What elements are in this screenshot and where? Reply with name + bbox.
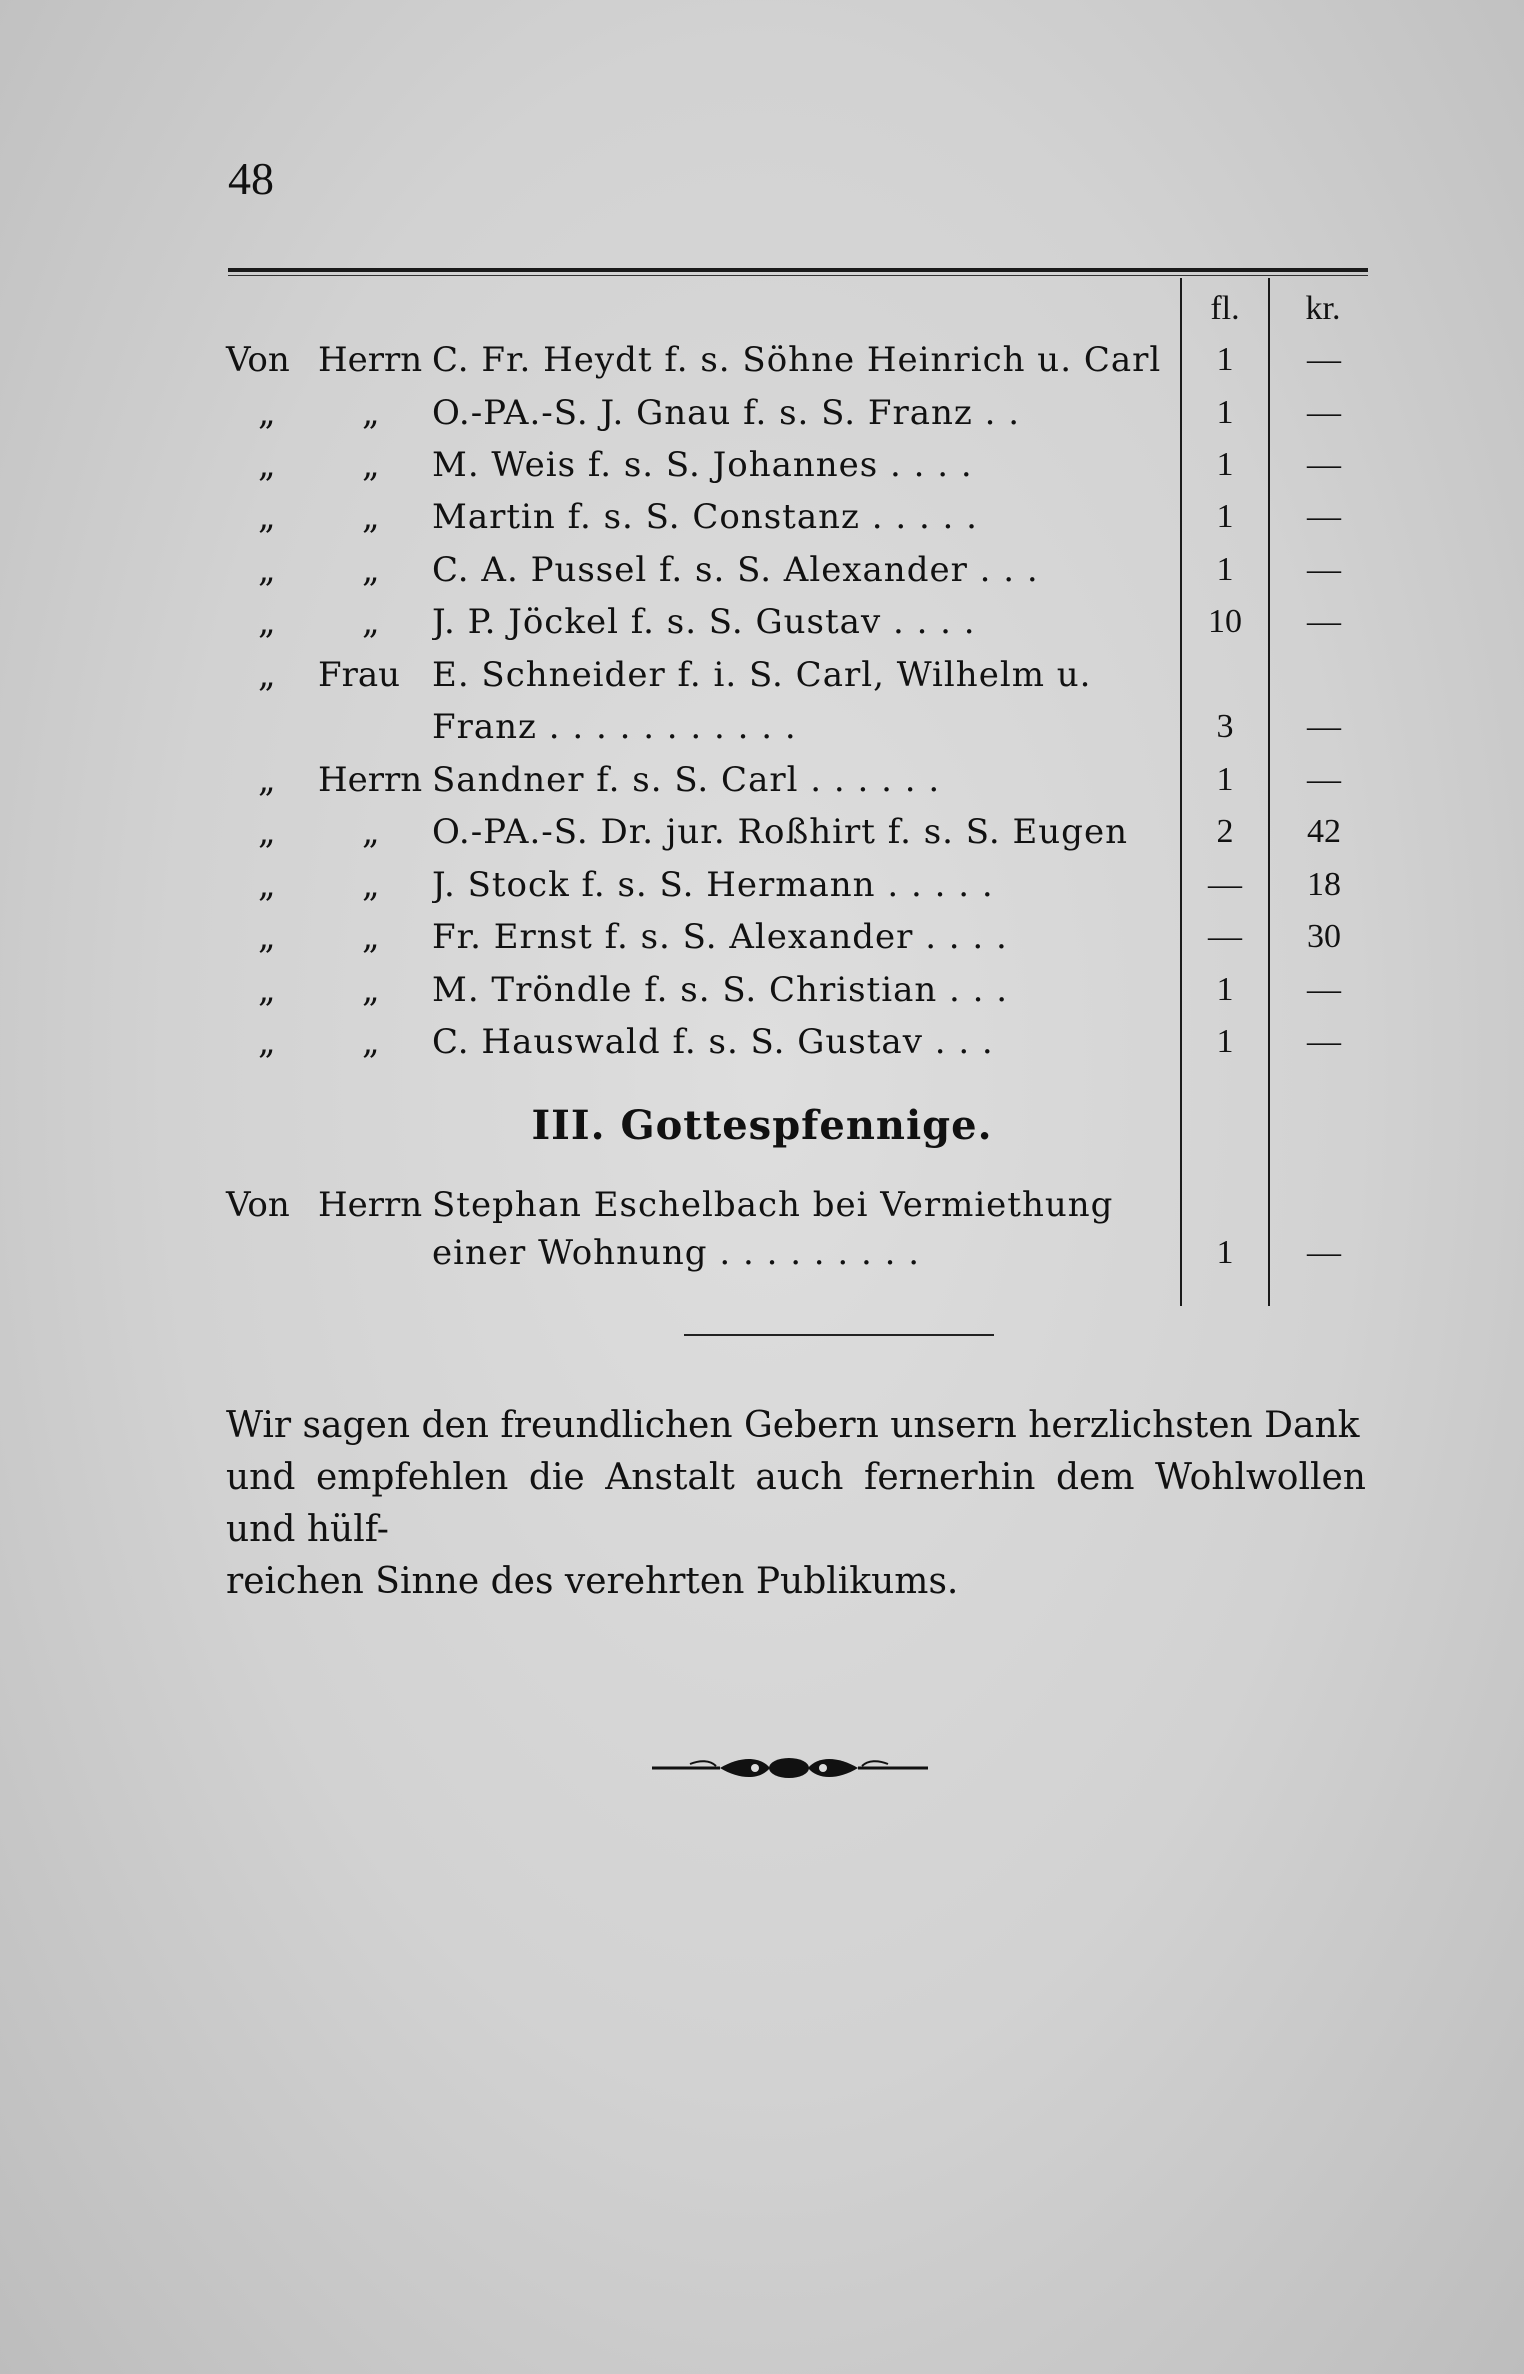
row-fl: — [1208,918,1242,955]
row-title: Herrn [318,340,423,380]
row-prefix: „ [258,970,276,1010]
row-prefix: „ [258,550,276,590]
row-text: J. Stock f. s. S. Hermann . . . . . [432,865,994,905]
row-kr: — [1307,708,1341,745]
row-text: Franz . . . . . . . . . . . [432,707,797,747]
table-row [0,1228,1524,1278]
row-kr: — [1307,498,1341,535]
row-title: „ [362,497,380,537]
ornament-icon [650,1750,930,1786]
table-row [0,1017,1524,1067]
row-kr: — [1307,394,1341,431]
table-row [0,335,1524,385]
row-fl: 1 [1216,761,1234,798]
row-title: „ [362,970,380,1010]
table-row [0,965,1524,1015]
row-text: M. Weis f. s. S. Johannes . . . . [432,445,973,485]
row-kr: — [1307,1023,1341,1060]
row-kr: — [1307,341,1341,378]
row-fl: — [1208,866,1242,903]
table-row [0,492,1524,542]
closing-line: und empfehlen die Anstalt auch fernerhin dem Wohlwollen und hülf- [226,1457,1366,1550]
row-kr: — [1307,1234,1341,1271]
row-title: „ [362,865,380,905]
header-rule-thin [228,275,1368,276]
column-header-kr: kr. [1305,290,1341,327]
separator-rule [684,1334,994,1336]
row-text: O.-PA.-S. Dr. jur. Roßhirt f. s. S. Eugen [432,812,1128,852]
row-fl: 1 [1216,446,1234,483]
section-title: III. Gottespfennige. [531,1102,993,1149]
table-row [0,650,1524,700]
row-title: „ [362,917,380,957]
row-prefix: Von [226,1185,290,1225]
row-fl: 1 [1216,341,1234,378]
row-title: „ [362,445,380,485]
row-kr: — [1307,551,1341,588]
row-prefix: „ [258,445,276,485]
table-row [0,807,1524,857]
row-prefix: „ [258,393,276,433]
row-text: O.-PA.-S. J. Gnau f. s. S. Franz . . [432,393,1021,433]
closing-line: reichen Sinne des verehrten Publikums. [226,1561,959,1602]
row-text: J. P. Jöckel f. s. S. Gustav . . . . [432,602,976,642]
row-fl: 1 [1216,498,1234,535]
row-text: Sandner f. s. S. Carl . . . . . . [432,760,941,800]
row-text: C. A. Pussel f. s. S. Alexander . . . [432,550,1039,590]
row-prefix: „ [258,602,276,642]
table-row [0,702,1524,752]
row-kr: — [1307,603,1341,640]
table-row [0,597,1524,647]
row-prefix: „ [258,1022,276,1062]
row-title: „ [362,812,380,852]
row-title: „ [362,1022,380,1062]
row-text: einer Wohnung . . . . . . . . . [432,1233,921,1273]
row-text: E. Schneider f. i. S. Carl, Wilhelm u. [432,655,1092,695]
row-fl: 1 [1216,1234,1234,1271]
column-header-fl: fl. [1210,290,1240,327]
row-fl: 2 [1216,813,1234,850]
page-number: 48 [228,153,274,204]
table-row [0,545,1524,595]
row-fl: 1 [1216,394,1234,431]
table-row [0,755,1524,805]
row-text: C. Hauswald f. s. S. Gustav . . . [432,1022,994,1062]
row-kr: — [1307,446,1341,483]
row-title: Herrn [318,1185,423,1225]
row-prefix: „ [258,655,276,695]
table-row [0,1180,1524,1230]
table-row [0,440,1524,490]
row-fl: 1 [1216,551,1234,588]
row-title: „ [362,393,380,433]
row-text: Stephan Eschelbach bei Vermiethung [432,1185,1114,1225]
row-title: Frau [318,655,401,695]
row-prefix: „ [258,497,276,537]
row-fl: 3 [1216,708,1234,745]
row-title: „ [362,602,380,642]
header-rule [228,268,1368,272]
row-title: Herrn [318,760,423,800]
row-text: M. Tröndle f. s. S. Christian . . . [432,970,1009,1010]
row-kr: 18 [1307,866,1341,903]
closing-paragraph [226,1400,1366,1608]
table-row [0,912,1524,962]
row-fl: 1 [1216,971,1234,1008]
row-text: Martin f. s. S. Constanz . . . . . [432,497,978,537]
table-row [0,388,1524,438]
row-prefix: Von [226,340,290,380]
row-text: C. Fr. Heydt f. s. Söhne Heinrich u. Carl [432,340,1162,380]
table-row [0,860,1524,910]
row-title: „ [362,550,380,590]
row-kr: — [1307,761,1341,798]
row-prefix: „ [258,917,276,957]
row-prefix: „ [258,812,276,852]
row-kr: 30 [1307,918,1341,955]
row-text: Fr. Ernst f. s. S. Alexander . . . . [432,917,1008,957]
row-fl: 10 [1208,603,1242,640]
row-kr: — [1307,971,1341,1008]
row-kr: 42 [1307,813,1341,850]
row-prefix: „ [258,865,276,905]
row-fl: 1 [1216,1023,1234,1060]
closing-line: Wir sagen den freundlichen Gebern unsern herzlichsten Dank [226,1405,1360,1446]
row-prefix: „ [258,760,276,800]
